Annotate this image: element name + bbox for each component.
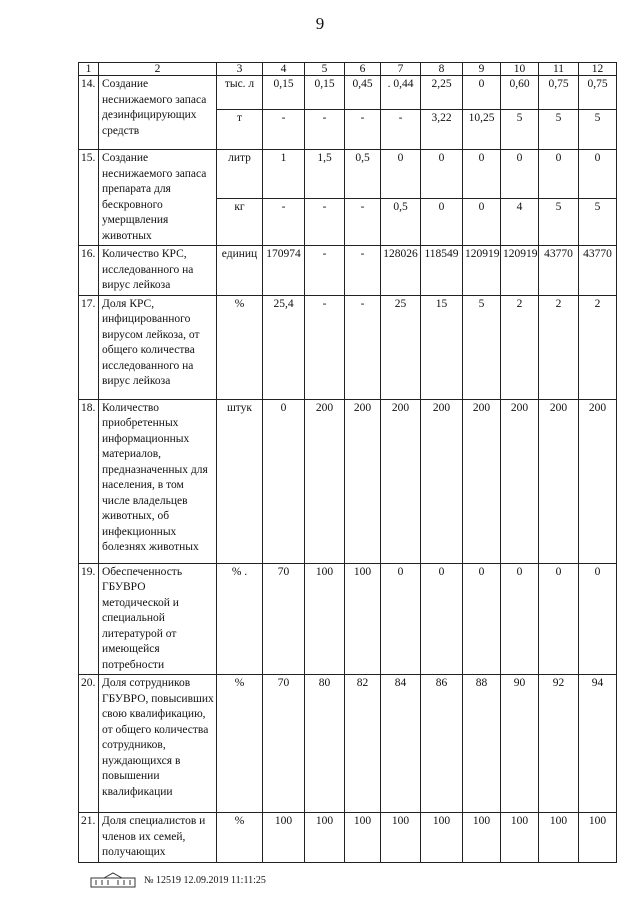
unit-cell: литр <box>217 150 263 199</box>
value-cell: 5 <box>501 110 539 150</box>
column-header: 6 <box>345 63 381 76</box>
value-cell: 200 <box>345 399 381 563</box>
value-cell: 100 <box>381 813 421 863</box>
value-cell: 200 <box>501 399 539 563</box>
value-cell: 0,75 <box>539 76 579 110</box>
unit-cell: % <box>217 813 263 863</box>
value-cell: 88 <box>463 675 501 813</box>
value-cell: - <box>305 295 345 399</box>
column-header: 12 <box>579 63 617 76</box>
unit-cell: % <box>217 295 263 399</box>
value-cell: 170974 <box>263 246 305 296</box>
unit-cell: единиц <box>217 246 263 296</box>
footer-stamp <box>90 872 266 888</box>
value-cell: - <box>381 110 421 150</box>
value-cell: 120919 <box>501 246 539 296</box>
table-header-row <box>79 63 617 76</box>
column-header: 1 <box>79 63 99 76</box>
value-cell: 100 <box>345 813 381 863</box>
value-cell: 0,75 <box>579 76 617 110</box>
value-cell: 5 <box>579 199 617 246</box>
value-cell: 0,5 <box>381 199 421 246</box>
value-cell: 2 <box>539 295 579 399</box>
value-cell: 4 <box>501 199 539 246</box>
value-cell: 82 <box>345 675 381 813</box>
indicator-name: Доля КРС, инфицированного вирусом лейкоза, от общего количества исследованного на вирус лейкоза <box>99 295 217 399</box>
value-cell: 15 <box>421 295 463 399</box>
table-row <box>79 675 617 813</box>
row-number: 15. <box>79 150 99 246</box>
column-header: 8 <box>421 63 463 76</box>
value-cell: 200 <box>421 399 463 563</box>
value-cell: 0 <box>463 150 501 199</box>
value-cell: 5 <box>463 295 501 399</box>
value-cell: 100 <box>305 813 345 863</box>
value-cell: 92 <box>539 675 579 813</box>
indicator-name: Создание неснижаемого запаса препарата для бескровного умерщвления животных <box>99 150 217 246</box>
value-cell: 5 <box>539 110 579 150</box>
value-cell: . 0,44 <box>381 76 421 110</box>
value-cell: 118549 <box>421 246 463 296</box>
value-cell: 1,5 <box>305 150 345 199</box>
row-number: 18. <box>79 399 99 563</box>
value-cell: 0,60 <box>501 76 539 110</box>
registry-logo-icon <box>90 872 136 888</box>
value-cell: 200 <box>305 399 345 563</box>
value-cell: 100 <box>345 563 381 675</box>
unit-cell: тыс. л <box>217 76 263 110</box>
value-cell: 0 <box>421 150 463 199</box>
value-cell: 0 <box>463 563 501 675</box>
row-number: 14. <box>79 76 99 150</box>
value-cell: 200 <box>539 399 579 563</box>
column-header: 5 <box>305 63 345 76</box>
stamp-text: № 12519 12.09.2019 11:11:25 <box>144 874 266 886</box>
value-cell: 0 <box>381 150 421 199</box>
value-cell: 10,25 <box>463 110 501 150</box>
value-cell: 2 <box>501 295 539 399</box>
value-cell: - <box>305 199 345 246</box>
value-cell: 0 <box>421 563 463 675</box>
value-cell: 0 <box>463 76 501 110</box>
value-cell: 70 <box>263 563 305 675</box>
column-header: 7 <box>381 63 421 76</box>
value-cell: 5 <box>579 110 617 150</box>
value-cell: 84 <box>381 675 421 813</box>
value-cell: 0 <box>501 563 539 675</box>
row-number: 20. <box>79 675 99 813</box>
column-header: 2 <box>99 63 217 76</box>
value-cell: 0 <box>539 150 579 199</box>
value-cell: 43770 <box>579 246 617 296</box>
value-cell: - <box>345 246 381 296</box>
column-header: 4 <box>263 63 305 76</box>
unit-cell: штук <box>217 399 263 563</box>
value-cell: 0,15 <box>263 76 305 110</box>
table-row <box>79 813 617 863</box>
column-header: 3 <box>217 63 263 76</box>
value-cell: 100 <box>501 813 539 863</box>
value-cell: - <box>345 199 381 246</box>
value-cell: 100 <box>305 563 345 675</box>
table-row <box>79 399 617 563</box>
value-cell: 100 <box>463 813 501 863</box>
indicator-name: Количество КРС, исследованного на вирус лейкоза <box>99 246 217 296</box>
value-cell: 94 <box>579 675 617 813</box>
column-header: 11 <box>539 63 579 76</box>
value-cell: 100 <box>539 813 579 863</box>
value-cell: - <box>263 199 305 246</box>
table-row <box>79 246 617 296</box>
value-cell: 2,25 <box>421 76 463 110</box>
value-cell: 5 <box>539 199 579 246</box>
value-cell: 0 <box>579 563 617 675</box>
value-cell: 120919 <box>463 246 501 296</box>
value-cell: 0 <box>501 150 539 199</box>
value-cell: 128026 <box>381 246 421 296</box>
unit-cell: % <box>217 675 263 813</box>
value-cell: 25,4 <box>263 295 305 399</box>
value-cell: 1 <box>263 150 305 199</box>
value-cell: - <box>305 246 345 296</box>
value-cell: 0 <box>539 563 579 675</box>
value-cell: 86 <box>421 675 463 813</box>
value-cell: 0,5 <box>345 150 381 199</box>
value-cell: 100 <box>579 813 617 863</box>
unit-cell: кг <box>217 199 263 246</box>
column-header: 9 <box>463 63 501 76</box>
value-cell: 200 <box>579 399 617 563</box>
value-cell: - <box>345 110 381 150</box>
table-row <box>79 150 617 199</box>
value-cell: 43770 <box>539 246 579 296</box>
table-row <box>79 295 617 399</box>
value-cell: 80 <box>305 675 345 813</box>
page-number: 9 <box>315 14 325 33</box>
row-number: 21. <box>79 813 99 863</box>
indicator-name: Обеспеченность ГБУВРО методической и специальной литературой от имеющейся потребности <box>99 563 217 675</box>
value-cell: 3,22 <box>421 110 463 150</box>
value-cell: 200 <box>463 399 501 563</box>
value-cell: 70 <box>263 675 305 813</box>
row-number: 16. <box>79 246 99 296</box>
value-cell: 0,15 <box>305 76 345 110</box>
value-cell: - <box>263 110 305 150</box>
value-cell: 2 <box>579 295 617 399</box>
indicator-name: Количество приобретенных информационных материалов, предназначенных для населения, в том числе владельцев животных, об инфекционных болезнях животных <box>99 399 217 563</box>
unit-cell: т <box>217 110 263 150</box>
data-table <box>78 62 617 863</box>
table-row <box>79 76 617 110</box>
indicator-name: Доля сотрудников ГБУВРО, повысивших свою квалификацию, от общего количества сотрудников, нуждающихся в повышении квалификации <box>99 675 217 813</box>
row-number: 17. <box>79 295 99 399</box>
value-cell: 0 <box>463 199 501 246</box>
value-cell: 200 <box>381 399 421 563</box>
value-cell: 100 <box>263 813 305 863</box>
value-cell: 100 <box>421 813 463 863</box>
value-cell: 90 <box>501 675 539 813</box>
value-cell: 0 <box>263 399 305 563</box>
value-cell: 0,45 <box>345 76 381 110</box>
indicator-name: Доля специалистов и членов их семей, получающих <box>99 813 217 863</box>
value-cell: - <box>305 110 345 150</box>
column-header: 10 <box>501 63 539 76</box>
row-number: 19. <box>79 563 99 675</box>
value-cell: 0 <box>421 199 463 246</box>
value-cell: 0 <box>579 150 617 199</box>
indicator-name: Создание неснижаемого запаса дезинфицирующих средств <box>99 76 217 150</box>
unit-cell: % . <box>217 563 263 675</box>
table-row <box>79 563 617 675</box>
value-cell: 0 <box>381 563 421 675</box>
value-cell: - <box>345 295 381 399</box>
value-cell: 25 <box>381 295 421 399</box>
